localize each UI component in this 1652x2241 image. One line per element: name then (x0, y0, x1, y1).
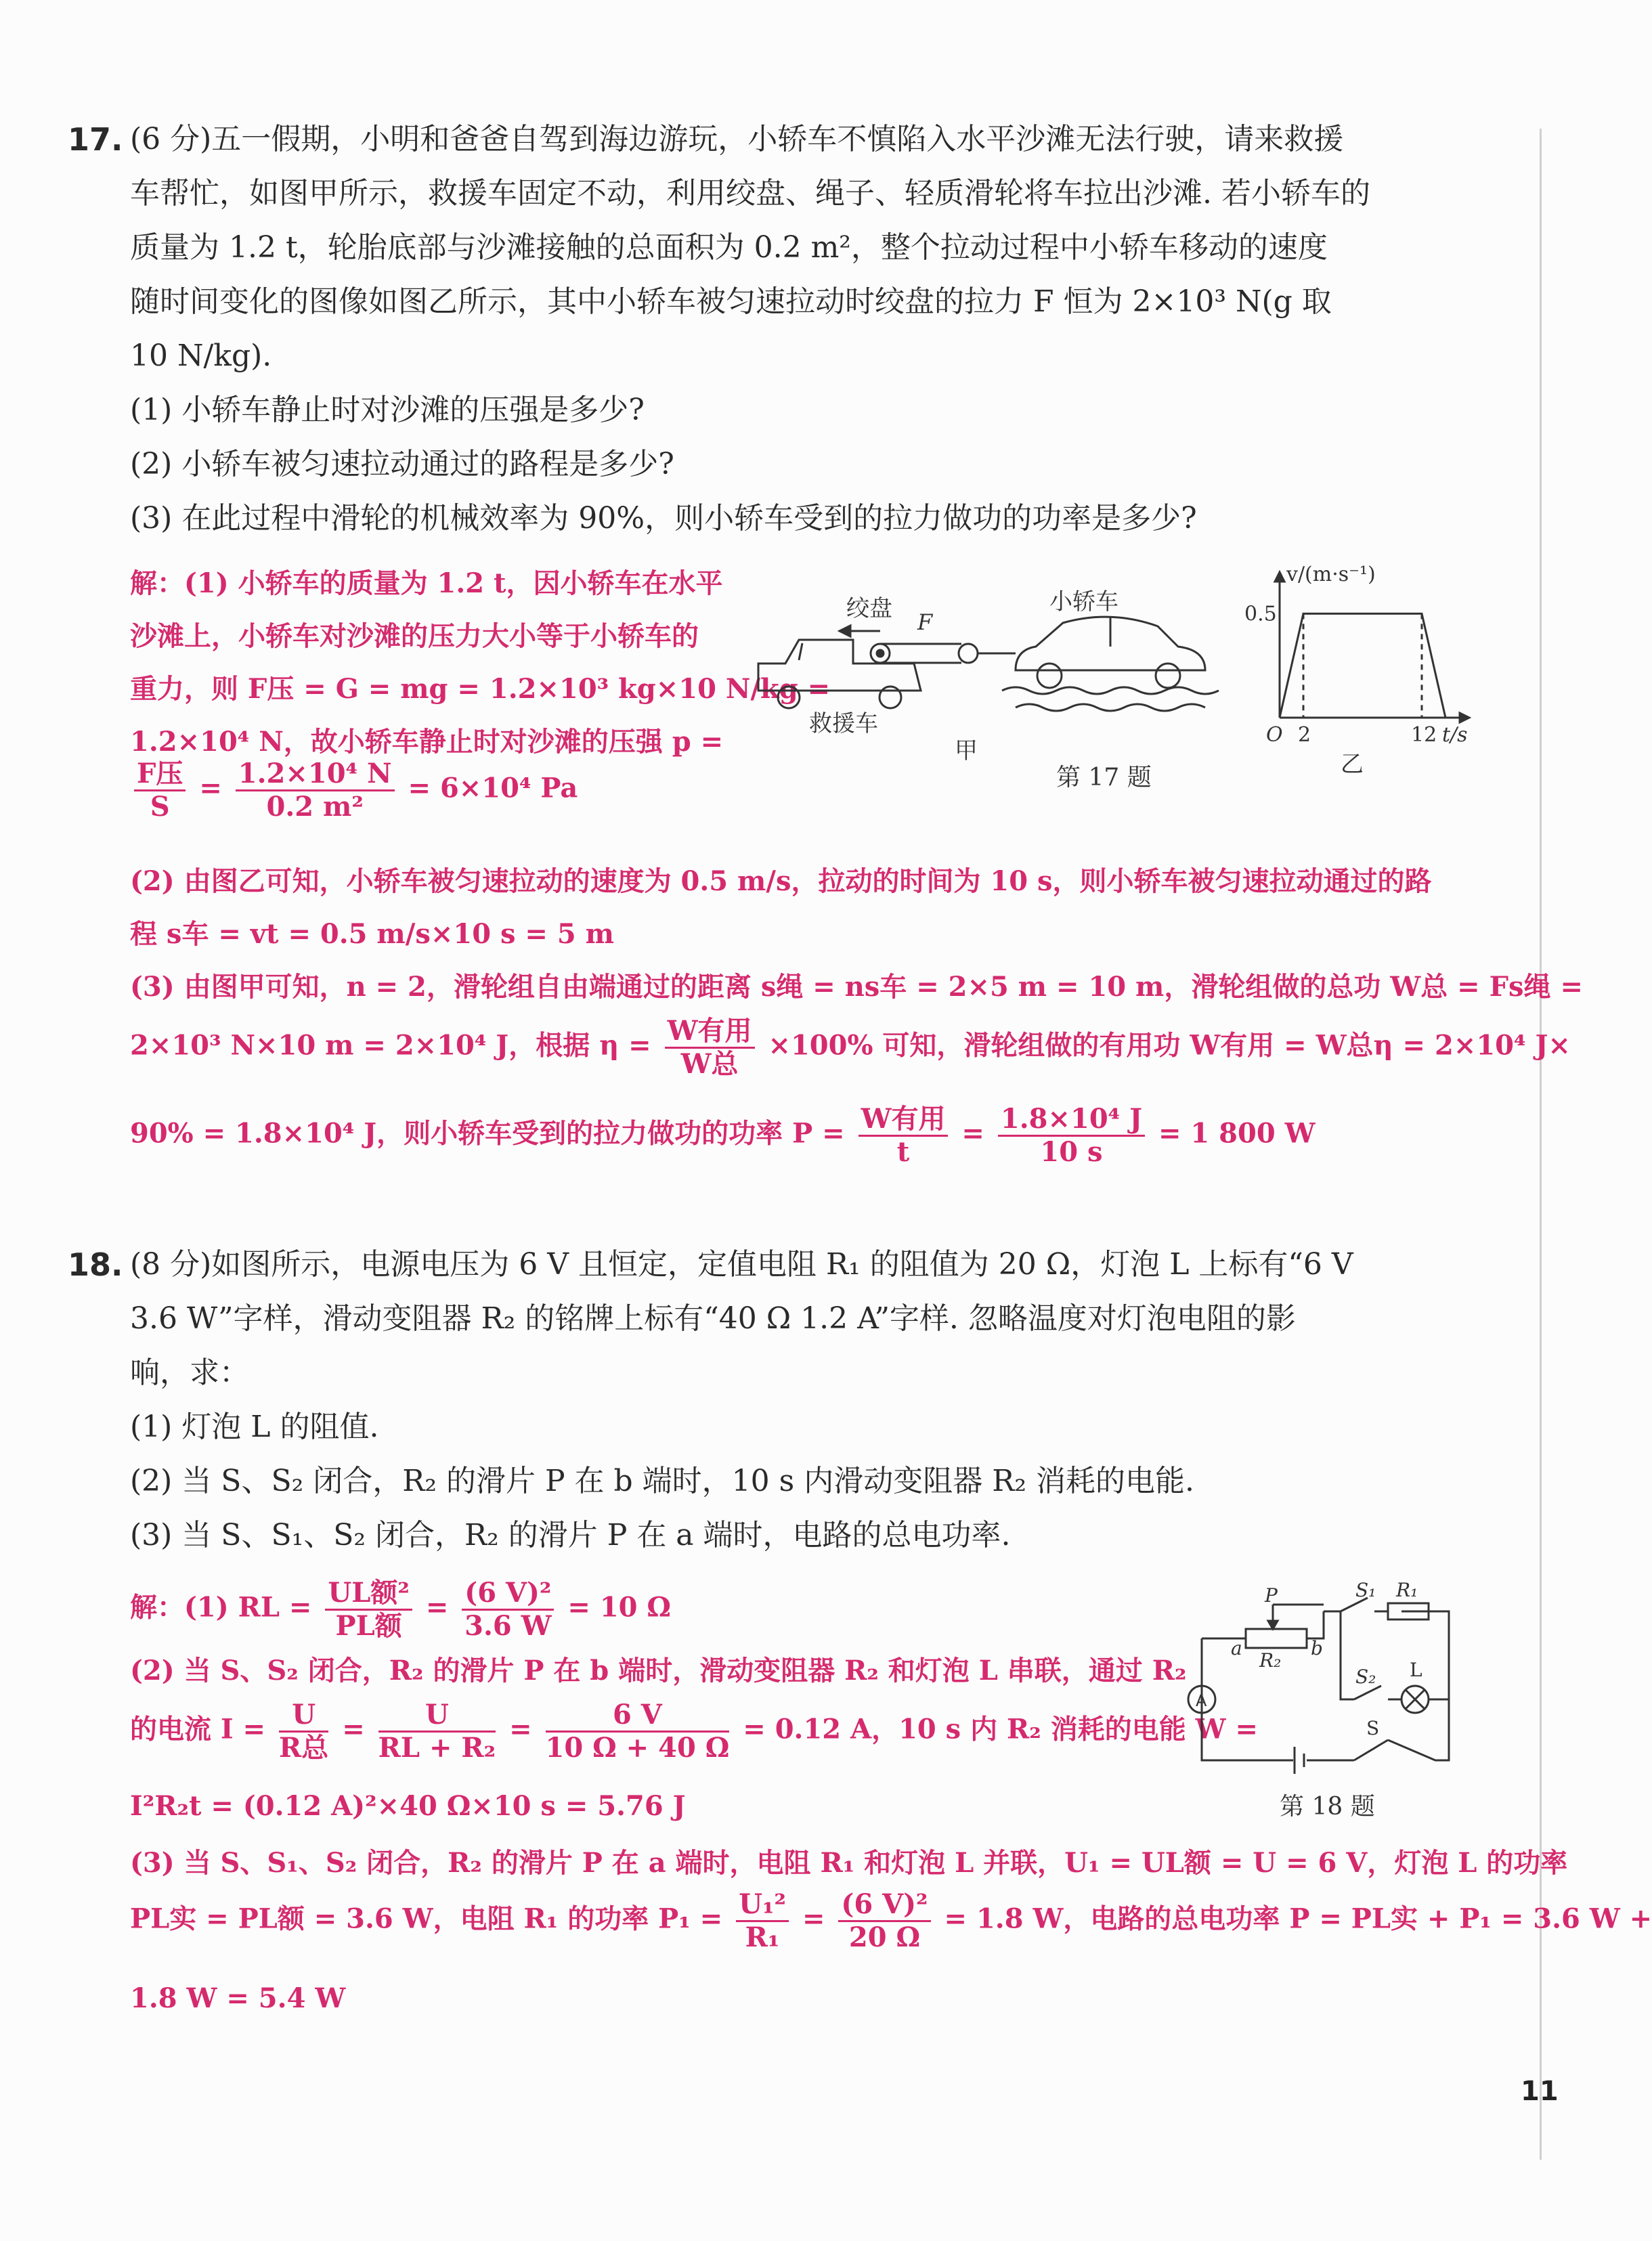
fraction-denominator: 3.6 W (464, 1610, 552, 1642)
equals-sign: = (342, 1713, 365, 1745)
fraction-numerator: F压 (134, 758, 186, 791)
fraction-denominator: 10 Ω + 40 Ω (545, 1732, 730, 1764)
fraction-denominator: W总 (680, 1048, 739, 1080)
answer-line: I²R₂t = (0.12 A)²×40 Ω×10 s = 5.76 J (130, 1790, 686, 1822)
figure-18-caption: 第 18 题 (1280, 1793, 1375, 1821)
y-axis-label: v/(m·s⁻¹) (1286, 563, 1376, 586)
figure-18-circuit (1178, 1579, 1476, 1787)
answer-text: 2×10³ N×10 m = 2×10⁴ J，根据 η = (130, 1029, 651, 1062)
answer-line: (2) 由图乙可知，小轿车被匀速拉动的速度为 0.5 m/s，拉动的时间为 10 s，则小轿车被匀速拉动通过的路 (130, 865, 1432, 897)
answer-line: 解：(1) 小轿车的质量为 1.2 t，因小轿车在水平 (130, 567, 723, 599)
page-number: 11 (1521, 2076, 1559, 2107)
answer-formula-current (130, 1699, 1258, 1764)
fraction-numerator: 1.2×10⁴ N (236, 758, 395, 791)
equals-sign: = (961, 1117, 984, 1150)
fraction-numerator: U₁² (736, 1889, 789, 1922)
answer-line: 1.8 W = 5.4 W (130, 1982, 346, 2014)
question-text-line: 随时间变化的图像如图乙所示，其中小轿车被匀速拉动时绞盘的拉力 F 恒为 2×10³ N(g 取 (130, 284, 1332, 319)
label-car: 小轿车 (1049, 588, 1118, 615)
fraction-numerator: UL额² (325, 1578, 412, 1611)
figure-17-velocity-chart (1239, 562, 1483, 779)
sub-question-2: (2) 当 S、S₂ 闭合，R₂ 的滑片 P 在 b 端时，10 s 内滑动变阻器 R₂ 消耗的电能. (130, 1464, 1194, 1498)
label-b: b (1311, 1637, 1323, 1659)
sand-wave (1016, 704, 1205, 711)
answer-text: PL实 = PL额 = 3.6 W，电阻 R₁ 的功率 P₁ = (130, 1902, 723, 1935)
label-rescue-truck: 救援车 (809, 710, 878, 737)
label-s: S (1366, 1717, 1380, 1739)
answer-line: 重力，则 F压 = G = mg = 1.2×10³ kg×10 N/kg = (130, 673, 831, 705)
sand-wave (1002, 687, 1219, 694)
answer-line: (3) 由图甲可知，n = 2，滑轮组自由端通过的距离 s绳 = ns车 = 2×5 m = 10 m，滑轮组做的总功 W总 = Fs绳 = (130, 971, 1583, 1003)
switch-s2 (1354, 1686, 1381, 1699)
answer-line: 程 s车 = vt = 0.5 m/s×10 s = 5 m (130, 918, 614, 950)
x-tick-label: 2 (1298, 723, 1311, 747)
label-winch: 绞盘 (846, 595, 892, 622)
answer-line: 沙滩上，小轿车对沙滩的压力大小等于小轿车的 (130, 620, 699, 652)
label-force: F (917, 609, 933, 635)
sub-question-1: (1) 小轿车静止时对沙滩的压强是多少? (130, 393, 645, 427)
rheostat-r2 (1246, 1629, 1307, 1648)
sub-question-1: (1) 灯泡 L 的阻值. (130, 1410, 379, 1444)
rescue-truck (758, 640, 921, 691)
answer-formula-pressure: $\frac{\text{F压}}{S}$ = $\frac{\text{1.2×10⁴ N}}{\text{0.2 m²}}$ = 6×10⁴ Pa (130, 758, 578, 823)
answer-text: 90% = 1.8×10⁴ J，则小轿车受到的拉力做功的功率 P = (130, 1117, 845, 1150)
car-wheel (1156, 663, 1180, 688)
label-a: a (1231, 1637, 1242, 1659)
label-jia: 甲 (955, 737, 978, 764)
answer-formula-power (130, 1889, 1652, 1953)
x-tick-label: 12 (1411, 723, 1437, 747)
label-s2: S₂ (1355, 1666, 1376, 1688)
sub-question-3: (3) 在此过程中滑轮的机械效率为 90%，则小轿车受到的拉力做功的功率是多少? (130, 501, 1197, 536)
pulley-icon (959, 644, 978, 663)
fraction-numerator: W有用 (665, 1016, 755, 1049)
question-text-line: 10 N/kg). (130, 339, 272, 373)
figure-17-caption: 第 17 题 (1056, 764, 1152, 791)
fraction-denominator: 20 Ω (848, 1921, 921, 1953)
y-tick-label: 0.5 (1244, 602, 1277, 626)
answer-result: = 10 Ω (567, 1591, 672, 1624)
question-text-line: (8 分)如图所示，电源电压为 6 V 且恒定，定值电阻 R₁ 的阻值为 20 Ω，灯泡 L 上标有“6 V (130, 1247, 1353, 1282)
origin-label: O (1266, 723, 1283, 747)
fraction-denominator: R₁ (745, 1921, 780, 1953)
answer-text: = 0.12 A，10 s 内 R₂ 消耗的电能 W = (743, 1713, 1259, 1745)
answer-formula-resistance (130, 1578, 671, 1642)
answer-line: (2) 当 S、S₂ 闭合，R₂ 的滑片 P 在 b 端时，滑动变阻器 R₂ 和灯泡 L 串联，通过 R₂ (130, 1655, 1187, 1687)
answer-line: 1.2×10⁴ N，故小轿车静止时对沙滩的压强 p = (130, 726, 724, 758)
sub-question-2: (2) 小轿车被匀速拉动通过的路程是多少? (130, 447, 674, 481)
label-yi: 乙 (1341, 751, 1364, 778)
sub-question-3: (3) 当 S、S₁、S₂ 闭合，R₂ 的滑片 P 在 a 端时，电路的总电功率. (130, 1518, 1011, 1552)
fraction-numerator: (6 V)² (462, 1578, 554, 1611)
label-p: P (1265, 1584, 1278, 1607)
answer-result: = 1 800 W (1158, 1117, 1316, 1150)
fraction-denominator: t (896, 1136, 910, 1168)
velocity-series-line (1280, 613, 1446, 718)
label-r2: R₂ (1259, 1649, 1282, 1672)
fraction-numerator: 6 V (546, 1699, 730, 1733)
fraction-numerator: (6 V)² (838, 1889, 930, 1922)
label-l: L (1410, 1659, 1422, 1681)
fraction-denominator: 10 s (1040, 1136, 1103, 1168)
equals-sign: = (509, 1713, 532, 1745)
question-number: 17. (68, 121, 123, 158)
question-text-line: 3.6 W”字样，滑动变阻器 R₂ 的铭牌上标有“40 Ω 1.2 A”字样. 忽略温度对灯泡电阻的影 (130, 1301, 1296, 1336)
answer-text: ×100% 可知，滑轮组做的有用功 W有用 = W总η = 2×10⁴ J× (768, 1029, 1571, 1062)
question-text-line: 质量为 1.2 t，轮胎底部与沙滩接触的总面积为 0.2 m²，整个拉动过程中小轿车移动的速度 (130, 230, 1328, 265)
switch-s (1354, 1740, 1388, 1760)
fraction-denominator: R总 (279, 1732, 329, 1764)
answer-text: 解：(1) RL = (130, 1591, 312, 1624)
label-s1: S₁ (1355, 1579, 1376, 1601)
answer-formula-efficiency (130, 1016, 1571, 1080)
wire (1341, 1611, 1354, 1699)
figure-17-rescue-diagram (745, 589, 1232, 772)
fraction-numerator: U (378, 1699, 496, 1733)
fraction-numerator: W有用 (858, 1104, 949, 1137)
answer-result: = 6×10⁴ Pa (408, 772, 578, 804)
answer-text: 的电流 I = (130, 1713, 266, 1745)
wire (1307, 1611, 1324, 1638)
fraction-denominator: RL + R₂ (378, 1732, 496, 1764)
car-wheel (1037, 663, 1062, 688)
question-text-line: (6 分)五一假期，小明和爸爸自驾到海边游玩，小轿车不慎陷入水平沙滩无法行驶，请来救援 (130, 122, 1344, 156)
equals-sign: = (802, 1902, 825, 1935)
fraction-numerator: U (279, 1699, 328, 1733)
fraction-numerator: 1.8×10⁴ J (998, 1104, 1145, 1137)
equals-sign: = (425, 1591, 449, 1624)
ammeter-label: A (1196, 1691, 1207, 1710)
x-axis-label: t/s (1442, 723, 1468, 747)
answer-text: = 1.8 W，电路的总电功率 P = PL实 + P₁ = 3.6 W + (944, 1902, 1652, 1935)
question-text-line: 响，求： (130, 1355, 249, 1390)
fraction-denominator: PL额 (335, 1610, 402, 1642)
question-number: 18. (68, 1246, 123, 1283)
answer-line: (3) 当 S、S₁、S₂ 闭合，R₂ 的滑片 P 在 a 端时，电阻 R₁ 和灯泡 L 并联，U₁ = UL额 = U = 6 V，灯泡 L 的功率 (130, 1847, 1568, 1879)
fraction-denominator: S (150, 791, 170, 823)
question-text-line: 车帮忙，如图甲所示，救援车固定不动，利用绞盘、绳子、轻质滑轮将车拉出沙滩. 若小轿车的 (130, 176, 1370, 211)
label-r1: R₁ (1396, 1579, 1418, 1601)
fraction-denominator: 0.2 m² (266, 791, 364, 823)
answer-formula-power (130, 1104, 1316, 1168)
